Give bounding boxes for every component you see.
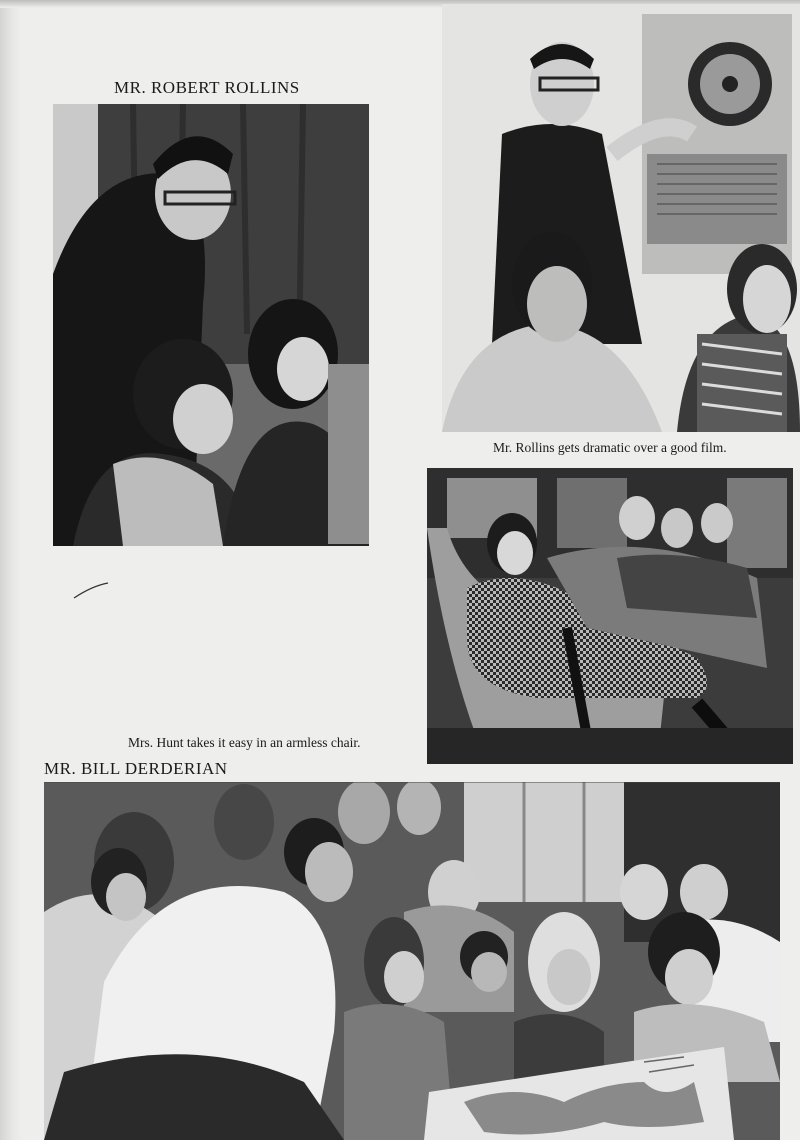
heading-bill-derderian: MR. BILL DERDERIAN	[44, 759, 228, 778]
heading-robert-rollins: MR. ROBERT ROLLINS	[114, 78, 300, 97]
caption-rollins-film: Mr. Rollins gets dramatic over a good film.	[493, 440, 727, 455]
photo-mrs-hunt-armless-chair	[427, 468, 793, 764]
pen-stroke-mark	[72, 580, 112, 602]
photo-rollins-with-students	[53, 104, 369, 546]
page-binding-shadow	[0, 0, 22, 1140]
caption-hunt-chair: Mrs. Hunt takes it easy in an armless chair.	[128, 735, 361, 750]
photo-derderian-class-with-map	[44, 782, 780, 1140]
photo-rollins-film-projector	[442, 4, 800, 432]
